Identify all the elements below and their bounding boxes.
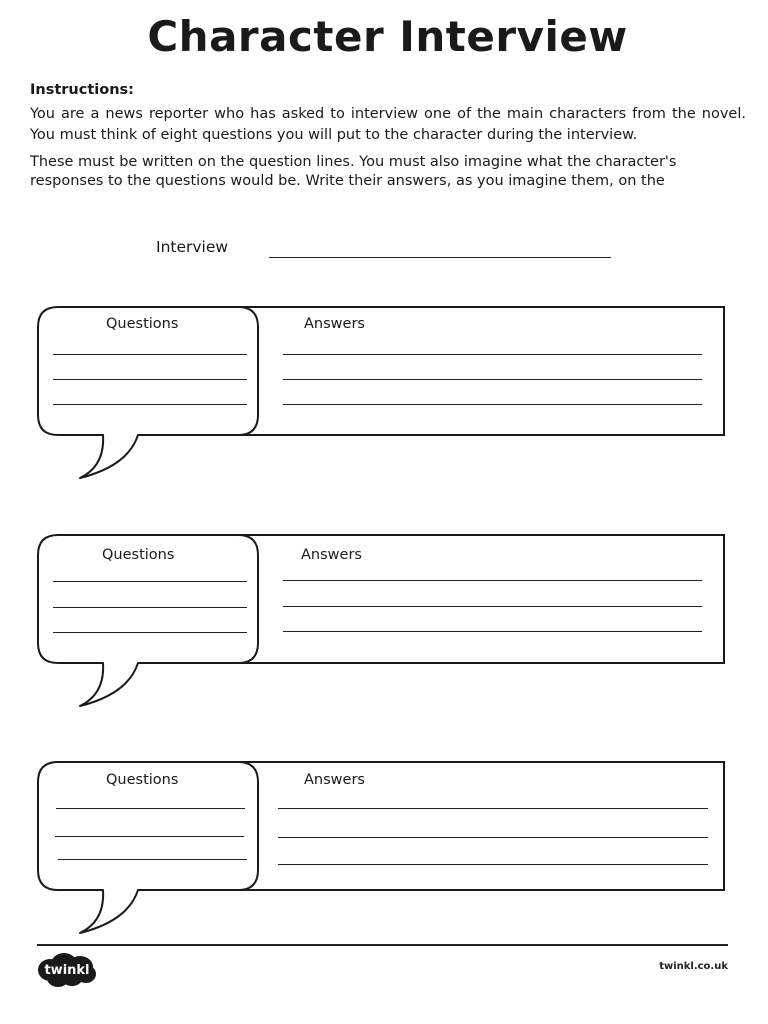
answer-line[interactable] <box>283 404 702 405</box>
answer-line[interactable] <box>278 808 708 809</box>
interview-label: Interview <box>156 238 229 256</box>
website-url[interactable]: twinkl.co.uk <box>659 961 728 972</box>
interview-section-2 <box>0 534 768 714</box>
instructions-heading: Instructions: <box>30 82 134 98</box>
answer-line[interactable] <box>283 354 702 355</box>
interview-section-3 <box>0 761 768 941</box>
footer-divider <box>37 944 728 946</box>
page-title: Character Interview <box>147 12 628 61</box>
twinkl-logo <box>36 950 98 994</box>
question-line[interactable] <box>53 581 247 582</box>
answers-label: Answers <box>304 772 365 788</box>
answer-line[interactable] <box>278 837 708 838</box>
question-line[interactable] <box>53 404 247 405</box>
twinkl-logo-icon <box>36 950 98 990</box>
speech-bubble-frame <box>0 761 768 941</box>
questions-label: Questions <box>106 772 179 788</box>
answer-line[interactable] <box>283 631 702 632</box>
questions-label: Questions <box>106 316 179 332</box>
question-line[interactable] <box>58 859 247 860</box>
question-line[interactable] <box>53 632 247 633</box>
instructions-paragraph-1: You are a news reporter who has asked to interview one of the main characters from the novel. You must think of eight questions you will put to the character during the interview. <box>30 106 746 143</box>
question-line[interactable] <box>55 836 244 837</box>
question-line[interactable] <box>53 379 247 380</box>
answer-line[interactable] <box>283 580 702 581</box>
interview-name-line[interactable] <box>269 257 611 258</box>
answers-label: Answers <box>301 547 362 563</box>
answer-line[interactable] <box>278 864 708 865</box>
answer-line[interactable] <box>283 379 702 380</box>
instructions-paragraph-2-container <box>30 153 746 193</box>
question-line[interactable] <box>56 808 245 809</box>
question-line[interactable] <box>53 354 247 355</box>
instructions-paragraph-2: These must be written on the question lines. You must also imagine what the character's responses to the questions would be. Write their answers, as you imagine them, on the <box>30 154 677 189</box>
interview-section-1 <box>0 306 768 486</box>
questions-label: Questions <box>102 547 175 563</box>
svg-text:twinkl: twinkl <box>44 963 90 978</box>
speech-bubble-frame <box>0 306 768 486</box>
answers-label: Answers <box>304 316 365 332</box>
question-line[interactable] <box>53 607 247 608</box>
answer-line[interactable] <box>283 606 702 607</box>
